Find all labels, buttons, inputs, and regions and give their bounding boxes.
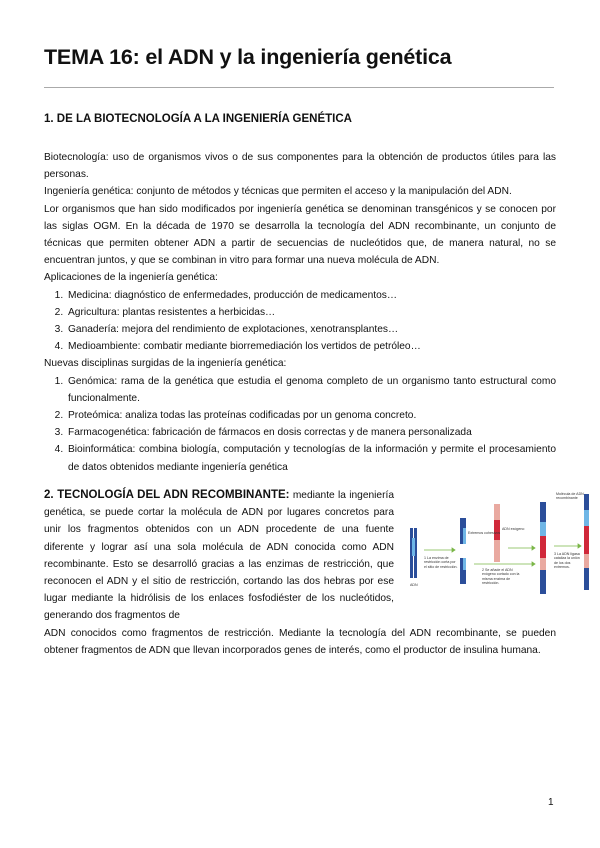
paragraph: ADN conocidos como fragmentos de restricción. Mediante la tecnología del ADN recombinante, se pueden obtener fragmentos de ADN que llevan incorporados genes de interés, como el productor de insulina humana.: [44, 627, 556, 656]
cut-fragments: [460, 518, 466, 584]
list-item: 2. Agricultura: plantas resistentes a herbicidas…: [66, 304, 556, 321]
diagram-label: 1 La enzima de restricción corta por el sitio de restricción.: [424, 556, 458, 569]
list-item: 4. Bioinformática: combina biología, computación y tecnologías de la información y permite el procesamiento de datos obtenidos mediante ingeniería genética: [66, 441, 556, 475]
list-item: 3. Farmacogenética: fabricación de fármacos en dosis correctas y de manera personalizada: [66, 424, 556, 441]
paragraph: Ingeniería genética: conjunto de métodos y técnicas que permiten el acceso y la manipulación del ADN.: [44, 186, 512, 198]
section-1-body: [44, 149, 556, 476]
paragraph: Lor organismos que han sido modificados por ingeniería genética se denominan transgénicos y se conocen por las siglas OGM. En la década de 1970 se desarrolla la tecnología del ADN recombinante, un conjunto de técnicas que permiten obtener ADN a partir de secuencias de nucleótidos que, de manera natural, no se encuentran juntos, y que se combinan in vitro para formar una nueva molécula de ADN.: [44, 203, 556, 267]
page-number: 1: [548, 797, 554, 808]
list-item: 1. Genómica: rama de la genética que estudia el genoma completo de un organismo tanto estructural como funcionalmente.: [66, 373, 556, 407]
list-item: 3. Ganadería: mejora del rendimiento de explotaciones, xenotransplantes…: [66, 321, 556, 338]
diagram-label: Molécula de ADN recombinante: [556, 492, 584, 501]
list-item: 4. Medioambiente: combatir mediante biorremediación los vertidos de petróleo…: [66, 338, 556, 355]
title-divider: [44, 87, 554, 88]
page-title: TEMA 16: el ADN y la ingeniería genética: [44, 45, 452, 69]
diagram-label: 2 Se añade el ADN exógeno cortado con la misma enzima de restricción.: [482, 568, 520, 586]
list-label: Aplicaciones de la ingeniería genética:: [44, 272, 218, 284]
dna-molecule: [410, 528, 417, 578]
diagram-label: Extremos cohesivos: [468, 531, 501, 535]
applications-list: [44, 287, 556, 356]
diagram-label: 3 La ADN ligasa cataliza la unión de los dos extremos.: [554, 552, 580, 570]
diagram-label: ADN exógeno: [502, 527, 525, 531]
list-label: Nuevas disciplinas surgidas de la ingeniería genética:: [44, 358, 287, 370]
diagram-label: ADN: [410, 583, 418, 587]
section-2-heading: 2. TECNOLOGÍA DEL ADN RECOMBINANTE:: [44, 489, 290, 501]
recombinant-dna-diagram: [404, 490, 590, 630]
list-item: 2. Proteómica: analiza todas las proteínas codificadas por un genoma concreto.: [66, 407, 556, 424]
section-1-heading: 1. DE LA BIOTECNOLOGÍA A LA INGENIERÍA GENÉTICA: [44, 113, 352, 125]
disciplines-list: [44, 373, 556, 476]
paragraph: Biotecnología: uso de organismos vivos o de sus componentes para la obtención de productos útiles para las personas.: [44, 152, 556, 181]
list-item: 1. Medicina: diagnóstico de enfermedades, producción de medicamentos…: [66, 287, 556, 304]
paragraph: mediante la ingeniería genética, se puede cortar la molécula de ADN por lugares concretos para unir los fragmentos obtenidos con un ADN procedente de una fuente diferente y lograr así una sola molécula de ADN conocida como ADN recombinante. Esto se desarrolló gracias a las enzimas de restricción, que reconocen el ADN y el sitio de restricción, cortando las dos hebras por ese lugar mediante la hidrólisis de los enlaces fosfodiéster de los nucleótidos, generando dos fragmentos de: [44, 490, 394, 622]
